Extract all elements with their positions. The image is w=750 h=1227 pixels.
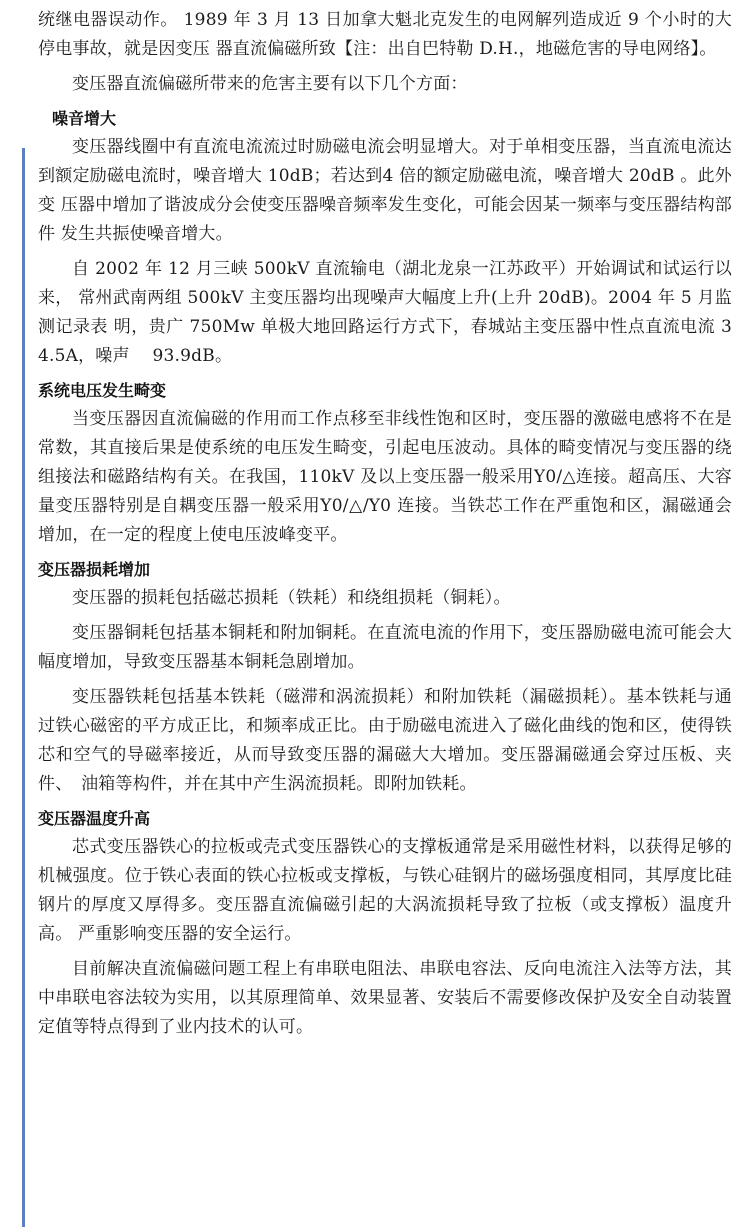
section-heading-temperature-rise: 变压器温度升高 bbox=[38, 809, 151, 828]
section-noise-paragraph-1: 变压器线圈中有直流电流流过时励磁电流会明显增大。对于单相变压器，当直流电流达 到额定励磁电流时，噪音增大 10dB；若达到4 倍的额定励磁电流，噪音增大 20dB 。此外变 压器中增加了谐波成分会使变压器噪音频率发生变化，可能会因某一频率与变压器结构部件 发生共振使噪音增大。 bbox=[38, 137, 732, 244]
section-heading-noise: 噪音增大 bbox=[52, 109, 117, 128]
section-voltage-paragraph-1: 当变压器因直流偏磁的作用而工作点移至非线性饱和区时，变压器的激磁电感将不在是 常数，其直接后果是使系统的电压发生畸变，引起电压波动。具体的畸变情况与变压器的绕 组接法和磁路结构有关。在我国，110kV 及以上变压器一般采用Y0/△连接。超高压、大容 量变压器特别是自耦变压器一般采用Y0/△/Y0 连接。当铁芯工作在严重饱和区，漏磁通会 增加，在一定的程度上使电压波峰变平。 bbox=[38, 409, 732, 545]
section-heading-voltage-distortion: 系统电压发生畸变 bbox=[38, 381, 167, 400]
section-heading-loss-increase: 变压器损耗增加 bbox=[38, 560, 151, 579]
section-temperature-paragraph-1: 芯式变压器铁心的拉板或壳式变压器铁心的支撑板通常是采用磁性材料，以获得足够的 机械强度。位于铁心表面的铁心拉板或支撑板，与铁心硅钢片的磁场强度相同，其厚度比硅 钢片的厚度又厚得多。变压器直流偏磁引起的大涡流损耗导致了拉板（或支撑板）温度升高。 严重影响变压器的安全运行。 bbox=[38, 837, 732, 944]
document-body bbox=[38, 6, 732, 1042]
section-noise-paragraph-2: 自 2002 年 12 月三峡 500kV 直流输电（湖北龙泉一江苏政平）开始调试和试运行以来， 常州武南两组 500kV 主变压器均出现噪声大幅度上升(上升 20dB)。2004 年 5 月监测记录表 明，贵广 750Mw 单极大地回路运行方式下，春城站主变压器中性点直流电流 34.5A，噪声 93.9dB。 bbox=[38, 259, 732, 366]
intro-continuation: 统继电器误动作。 1989 年 3 月 13 日加拿大魁北克发生的电网解列造成近 9 个小时的大停电事故，就是因变压 器直流偏磁所致【注：出自巴特勒 D.H.，地磁危害的导电网络】。 bbox=[38, 10, 732, 59]
section-loss-paragraph-2: 变压器铜耗包括基本铜耗和附加铜耗。在直流电流的作用下，变压器励磁电流可能会大 幅度增加，导致变压器基本铜耗急剧增加。 bbox=[38, 623, 732, 672]
section-loss-paragraph-3: 变压器铁耗包括基本铁耗（磁滞和涡流损耗）和附加铁耗（漏磁损耗）。基本铁耗与通 过铁心磁密的平方成正比，和频率成正比。由于励磁电流进入了磁化曲线的饱和区，使得铁 芯和空气的导磁率接近，从而导致变压器的漏磁大大增加。变压器漏磁通会穿过压板、夹件、 油箱等构件，并在其中产生涡流损耗。即附加铁耗。 bbox=[38, 687, 732, 794]
intro-lead: 变压器直流偏磁所带来的危害主要有以下几个方面： bbox=[72, 74, 468, 94]
section-temperature-paragraph-2: 目前解决直流偏磁问题工程上有串联电阻法、串联电容法、反向电流注入法等方法，其 中串联电容法较为实用，以其原理简单、效果显著、安装后不需要修改保护及安全自动装置 定值等特点得到了业内技术的认可。 bbox=[38, 959, 732, 1037]
left-margin-rule bbox=[22, 148, 25, 1227]
section-loss-paragraph-1: 变压器的损耗包括磁芯损耗（铁耗）和绕组损耗（铜耗）。 bbox=[72, 588, 511, 608]
